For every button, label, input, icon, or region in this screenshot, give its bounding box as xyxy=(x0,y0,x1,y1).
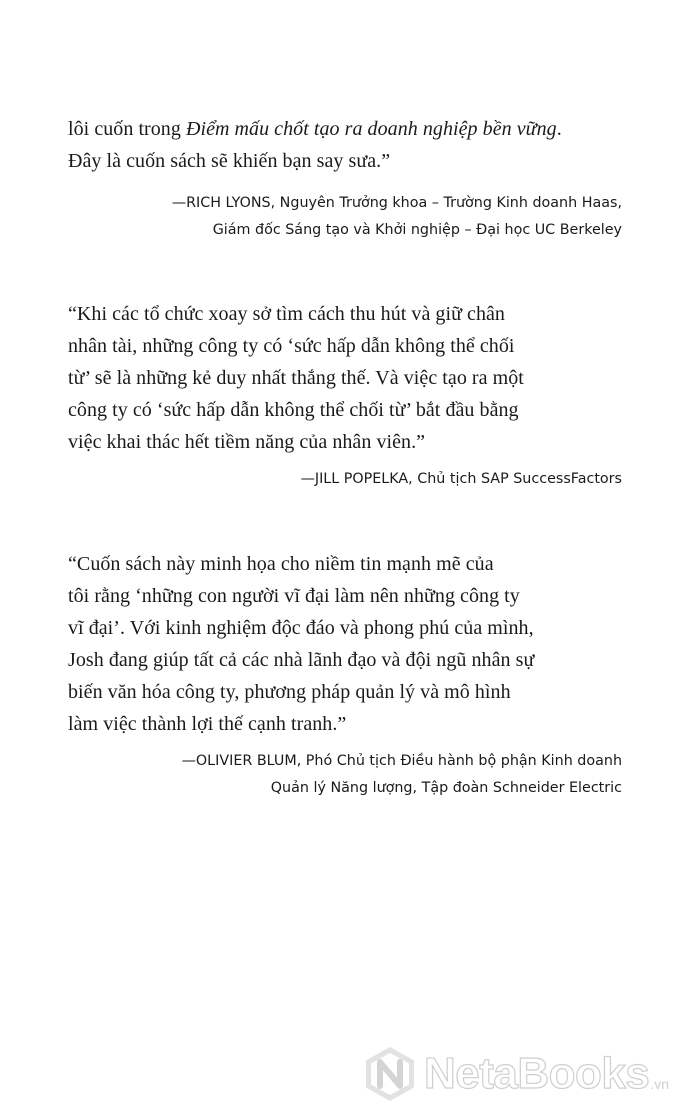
quote-2-attribution xyxy=(301,466,622,493)
quote-1-line-1-tail: . xyxy=(556,118,562,140)
quote-line: nhân tài, những công ty có ‘sức hấp dẫn không thể chối xyxy=(68,335,515,357)
quote-line: công ty có ‘sức hấp dẫn không thể chối từ’ bắt đầu bằng xyxy=(68,399,519,421)
attribution-line: —RICH LYONS, Nguyên Trưởng khoa – Trường Kinh doanh Haas, xyxy=(171,195,622,211)
quote-line: từ’ sẽ là những kẻ duy nhất thắng thế. Và việc tạo ra một xyxy=(68,367,524,389)
watermark-suffix: .vn xyxy=(650,1076,670,1092)
quote-line: “Cuốn sách này minh họa cho niềm tin mạnh mẽ của xyxy=(68,553,494,575)
quote-line: tôi rằng ‘những con người vĩ đại làm nên những công ty xyxy=(68,585,520,607)
quote-1-line-1-text: lôi cuốn trong xyxy=(68,118,186,140)
watermark-brand: NetaBooks xyxy=(424,1049,650,1098)
attribution-line: —OLIVIER BLUM, Phó Chủ tịch Điều hành bộ phận Kinh doanh xyxy=(181,753,622,769)
quote-3-body xyxy=(68,548,640,740)
quote-line: biến văn hóa công ty, phương pháp quản lý và mô hình xyxy=(68,681,511,703)
attribution-line: —JILL POPELKA, Chủ tịch SAP SuccessFactors xyxy=(300,471,622,487)
quote-line: vĩ đại’. Với kinh nghiệm độc đáo và phong phú của mình, xyxy=(68,617,534,639)
attribution-line: Quản lý Năng lượng, Tập đoàn Schneider Electric xyxy=(270,780,622,796)
quote-1-line-2: Đây là cuốn sách sẽ khiến bạn say sưa.” xyxy=(68,150,391,172)
book-title-italic: Điểm mấu chốt tạo ra doanh nghiệp bền vững xyxy=(185,118,557,140)
quote-line: “Khi các tổ chức xoay sở tìm cách thu hút và giữ chân xyxy=(68,303,505,325)
quote-line: Josh đang giúp tất cả các nhà lãnh đạo và đội ngũ nhân sự xyxy=(68,649,535,671)
quote-1-attribution xyxy=(172,190,622,244)
quote-1-line-1 xyxy=(68,113,640,145)
attribution-line: Giám đốc Sáng tạo và Khởi nghiệp – Đại học UC Berkeley xyxy=(212,222,622,238)
neta-logo-icon xyxy=(360,1044,420,1104)
quote-1-body xyxy=(68,113,640,177)
netabooks-watermark xyxy=(360,1042,669,1106)
quote-line: làm việc thành lợi thế cạnh tranh.” xyxy=(68,713,347,735)
quote-3-attribution xyxy=(182,748,622,802)
quote-line: việc khai thác hết tiềm năng của nhân viên.” xyxy=(68,431,426,453)
quote-2-body xyxy=(68,298,640,458)
